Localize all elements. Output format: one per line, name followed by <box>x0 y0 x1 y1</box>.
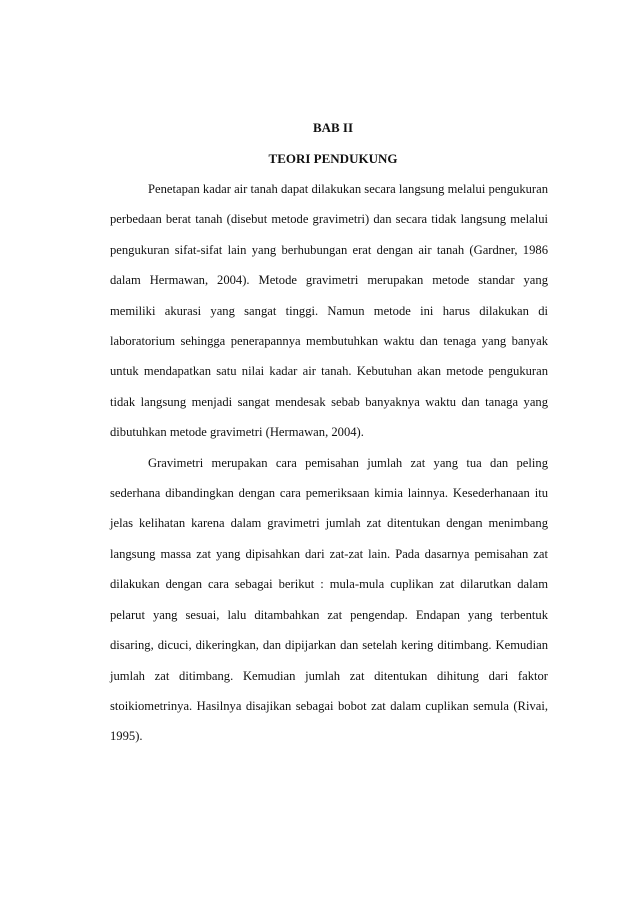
chapter-number: BAB II <box>312 120 354 135</box>
chapter-title: TEORI PENDUKUNG <box>268 151 398 166</box>
body-text <box>110 174 548 752</box>
paragraph-2: Gravimetri merupakan cara pemisahan jumlah zat yang tua dan peling sederhana dibandingkan dengan cara pemeriksaan kimia lainnya. Kesederhanaan itu jelas kelihatan karena dalam gravimetri jumlah zat ditentukan dengan menimbang langsung massa zat yang dipisahkan dari zat-zat lain. Pada dasarnya pemisahan zat dilakukan dengan cara sebagai berikut : mula-mula cuplikan zat dilarutkan dalam pelarut yang sesuai, lalu ditambahkan zat pengendap. Endapan yang terbentuk disaring, dicuci, dikeringkan, dan dipijarkan dan setelah kering ditimbang. Kemudian jumlah zat ditimbang. Kemudian jumlah zat ditentukan dihitung dari faktor stoikiometrinya. Hasilnya disajikan sebagai bobot zat dalam cuplikan semula (Rivai, 1995). <box>110 455 548 744</box>
paragraph-1: Penetapan kadar air tanah dapat dilakukan secara langsung melalui pengukuran perbedaan berat tanah (disebut metode gravimetri) dan secara tidak langsung melalui pengukuran sifat-sifat lain yang berhubungan erat dengan air tanah (Gardner, 1986 dalam Hermawan, 2004). Metode gravimetri merupakan metode standar yang memiliki akurasi yang sangat tinggi. Namun metode ini harus dilakukan di laboratorium sehingga penerapannya membutuhkan waktu dan tenaga yang banyak untuk mendapatkan satu nilai kadar air tanah. Kebutuhan akan metode pengukuran tidak langsung menjadi sangat mendesak sebab banyaknya waktu dan tanaga yang dibutuhkan metode gravimetri (Hermawan, 2004). <box>110 182 548 440</box>
